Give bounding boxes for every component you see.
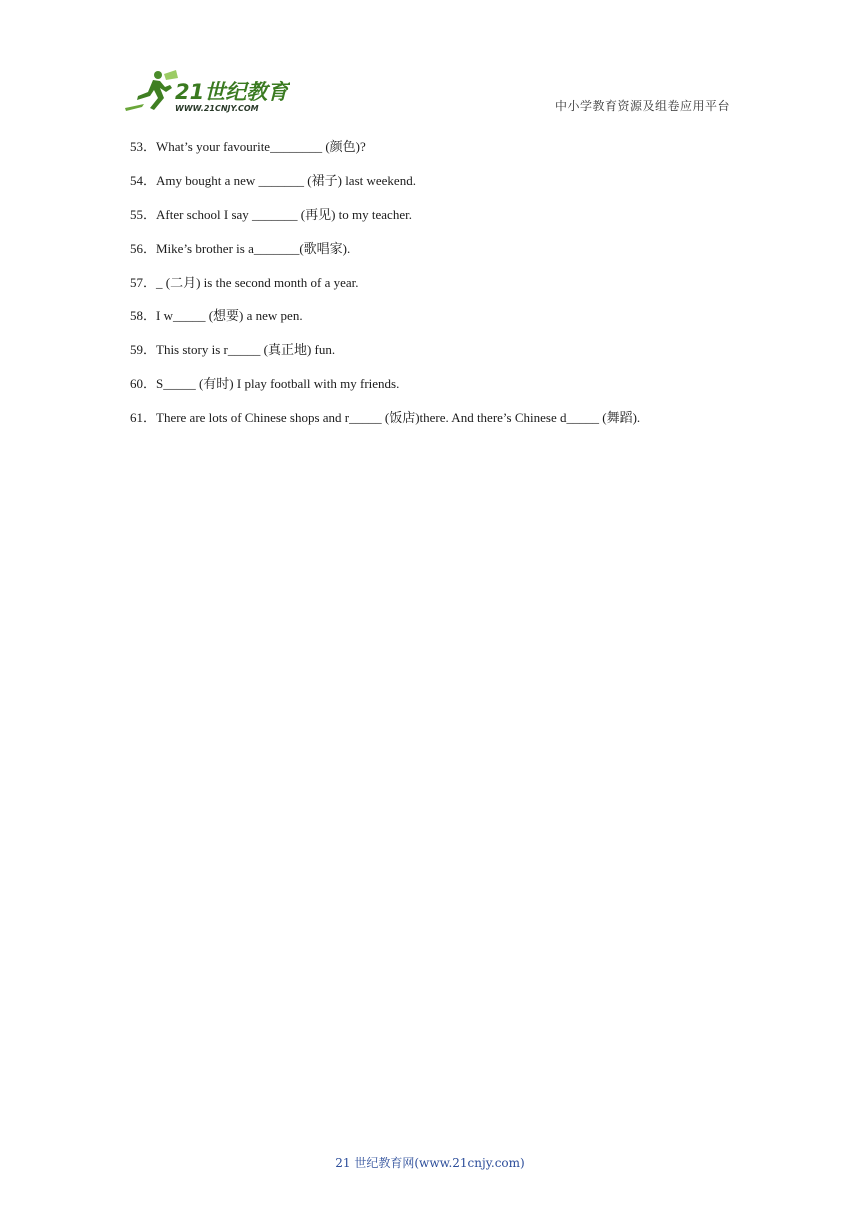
page-header [0,0,860,120]
question-list [130,137,770,442]
platform-tagline: 中小学教育资源及组卷应用平台 [554,99,730,113]
question-61: 61．There are lots of Chinese shops and r_____ (饭店)there. And there’s Chinese d_____ (舞蹈). [130,410,641,426]
site-logo [120,66,290,116]
question-57: 57．_ (二月) is the second month of a year. [130,274,359,290]
question-60: 60．S_____ (有时) I play football with my friends. [130,376,400,392]
question-56: 56．Mike’s brother is a_______(歌唱家). [130,240,351,256]
page-footer[interactable]: 21 世纪教育网(www.21cnjy.com) [335,1156,525,1170]
question-59: 59．This story is r_____ (真正地) fun. [130,342,336,358]
logo-url-text: WWW.21CNJY.COM [175,104,259,113]
question-53: 53．What’s your favourite________ (颜色)? [130,139,366,154]
question-58: 58．I w_____ (想要) a new pen. [130,308,303,324]
question-55: 55．After school I say _______ (再见) to my teacher. [130,206,412,222]
question-54: 54．Amy bought a new _______ (裙子) last weekend. [130,172,416,188]
runner-logo-icon [120,66,290,116]
logo-main-text: 21世纪教育 [175,80,289,104]
